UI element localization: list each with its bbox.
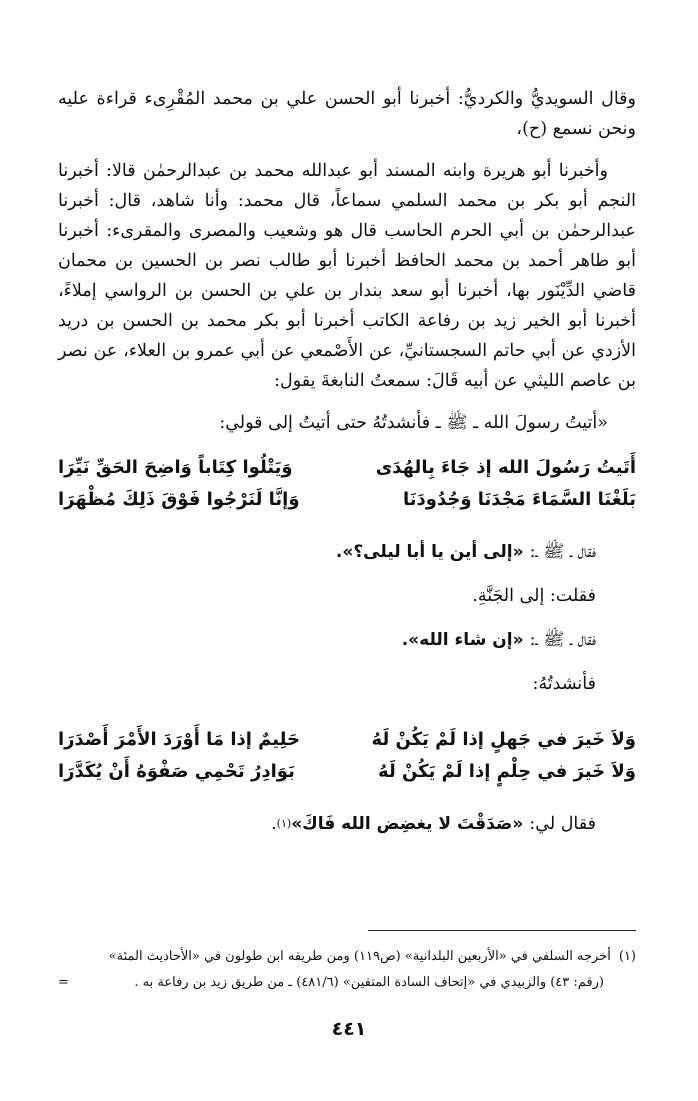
verse-block-1 <box>58 452 636 516</box>
footnote-divider <box>368 930 636 931</box>
verse-line <box>58 452 636 484</box>
verse-line <box>58 756 636 788</box>
closing-end: . <box>271 814 277 834</box>
verse-second-hemistich: حَلِيمٌ إذا مَا أَوْرَدَ الأَمْرَ أَصْدَرَا <box>58 729 300 750</box>
dialog-line <box>58 662 596 706</box>
dialog-plain: فقال ـ ﷺ ـ: <box>529 630 596 650</box>
continuation-mark: = <box>58 975 69 990</box>
closing-line-content <box>58 802 596 846</box>
dialog-plain: فأنشدتُهُ: <box>532 674 596 694</box>
closing-quote: «صَدَقْتَ لا يغضِض الله فَاكَ» <box>291 814 524 834</box>
dialog-line <box>58 618 596 662</box>
footnotes <box>58 944 636 996</box>
verse-first-hemistich: وَلاَ خَيرَ في حِلْمٍ إذا لَمْ يَكُنْ لَهُ <box>378 761 636 782</box>
closing-plain: فقال لي: <box>529 814 596 834</box>
footnote-text: أخرجه السلفي في «الأربعين البلدانية» (ص١١٩) ومن طريقه ابن طولون في «الأحاديث المئة» <box>108 949 611 964</box>
verse-first-hemistich: وَلاَ خَيرَ في جَهلٍ إذا لَمْ يَكُنْ لَهُ <box>371 729 636 750</box>
footnote-line <box>58 944 636 970</box>
verse-first-hemistich: بَلَغْنَا السَّمَاءَ مَجْدَنَا وَجُدُودَنَا <box>403 489 636 510</box>
dialog-plain: فقلت: إلى الجَنَّةِ. <box>472 586 596 606</box>
main-text <box>58 84 636 846</box>
verse-line <box>58 724 636 756</box>
intro-line: «أتيتُ رسولَ الله ـ ﷺ ـ فأنشدتُهُ حتى أتيتُ إلى قولي: <box>219 413 608 433</box>
footnote-text: (رقم: ٤٣) والزبيدي في «إتحاف السادة المتقين» (٤٨١/٦) ـ من طريق زيد بن رفاعة به . <box>134 975 604 990</box>
footnote-continuation <box>58 970 636 996</box>
verse-first-hemistich: أَتَيتُ رَسُولَ الله إذ جَاءَ بِالهُدَى <box>375 457 636 478</box>
footnote-number: (١) <box>618 949 636 964</box>
dialog-quote: «إلى أين يا أبا ليلى؟». <box>335 542 524 562</box>
verse-line <box>58 484 636 516</box>
dialog-block <box>58 530 636 706</box>
dialog-line <box>58 574 596 618</box>
verse-second-hemistich: بَوَادِرُ تَحْمِي صَفْوَهُ أَنْ يُكَدَّرَا <box>58 761 295 782</box>
dialog-line <box>58 530 596 574</box>
verse-block-2 <box>58 724 636 788</box>
dialog-plain: فقال ـ ﷺ ـ: <box>529 542 596 562</box>
paragraph-1: وقال السويديُّ والكرديُّ: أخبرنا أبو الحسن علي بن محمد المُقْرِىء قراءة عليه ونحن نسمع (ح)، <box>58 89 636 139</box>
page-number: ٤٤١ <box>331 1018 367 1040</box>
footnote-reference: (١) <box>276 817 292 830</box>
closing-line <box>58 802 636 846</box>
verse-second-hemistich: وَيَتْلُوا كِتَاباً وَاضِحَ الحَقِّ نَيِّرَا <box>58 457 293 478</box>
dialog-quote: «إن شاء الله». <box>401 630 524 650</box>
verse-second-hemistich: وَإنَّا لَنَرْجُوا فَوْقَ ذَلِكَ مُظْهَرَا <box>58 489 300 510</box>
paragraph-2: وأخبرنا أبو هريرة وابنه المسند أبو عبدالله محمد بن عبدالرحمٰن قالا: أخبرنا النجم أبو بكر بن محمد السلمي سماعاً، قال محمد: وأنا شاهد، قال: أخبرنا عبدالرحمٰن بن أبي الحرم الحاسب قال هو وشعيب والمصرى والمقرىء: أخبرنا أبو طاهر أحمد بن محمد الحافظ أخبرنا أبو طالب نصر بن الحسين بن محمان قاضي الدِّيْنَور بها، أخبرنا أبو سعد بندار بن علي بن الحسن بن الرواسي إملاءً، أخبرنا أبو الخير زيد بن رفاعة الكاتب أخبرنا أبو بكر محمد بن الحسن بن دريد الأزدي عن أبي حاتم السجستانيِّ، عن الأَصْمعي عن أبي عمرو بن العلاء، عن نصر بن عاصم الليثي عن أبيه قَالَ: سمعتُ النابغةَ يقول: <box>58 161 636 391</box>
